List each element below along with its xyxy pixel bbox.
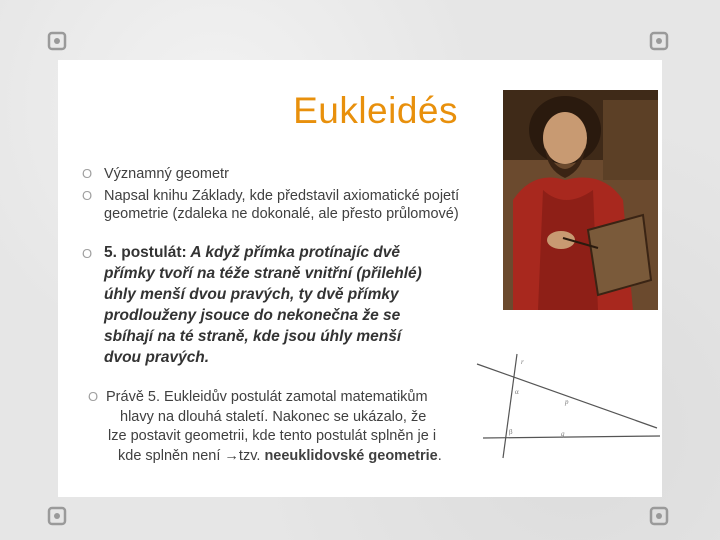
- bullet-text: Napsal knihu Základy, kde představil axiomatické pojetí geometrie (zdaleka ne dokonalé, ale přesto průlomové): [104, 188, 460, 222]
- postulate-line: sbíhají na té straně, kde jsou úhly menší: [104, 328, 402, 345]
- bullet-text: Významný geometr: [104, 166, 229, 182]
- diagram-line-upper: [477, 364, 657, 428]
- bullet-mark: O: [82, 166, 93, 181]
- postulate-line: A když přímka protínajíc dvě: [190, 244, 401, 261]
- euclid-portrait-image: [503, 90, 658, 310]
- postulate-text: [104, 242, 422, 368]
- diagram-label: r: [521, 358, 524, 366]
- postulate-lead: 5. postulát:: [104, 244, 187, 261]
- bullet-mark: O: [88, 389, 99, 404]
- diagram-transversal: [503, 354, 517, 458]
- key-term: neeuklidovské geometrie: [264, 447, 438, 464]
- postulate-line: přímky tvoří na téže straně vnitřní (přilehlé): [104, 265, 422, 282]
- closing-line: lze postavit geometrii, kde tento postulát splněn je i: [108, 428, 437, 444]
- diagram-line-lower: [483, 436, 660, 438]
- bullet-mark: O: [82, 188, 93, 203]
- pin-icon: [648, 30, 670, 52]
- pin-icon: [648, 505, 670, 527]
- diagram-label: β: [509, 428, 513, 436]
- bullet-mark: O: [82, 246, 93, 261]
- arrow-icon: →: [224, 447, 239, 464]
- pin-icon: [46, 505, 68, 527]
- closing-line: hlavy na dlouhá staletí. Nakonec se ukázalo, že: [120, 408, 427, 425]
- closing-text: [106, 388, 442, 466]
- diagram-label: α: [515, 388, 519, 396]
- parallel-postulate-diagram: [465, 352, 660, 460]
- pin-icon: [46, 30, 68, 52]
- postulate-line: úhly menší dvou pravých, ty dvě přímky: [104, 286, 399, 303]
- diagram-label: p: [565, 398, 569, 406]
- closing-line: kde splněn není →tzv. neeuklidovské geometrie.: [118, 447, 442, 464]
- postulate-line: prodlouženy jsouce do nekonečna že se: [104, 307, 401, 324]
- slide-title: Eukleidés: [293, 90, 458, 131]
- postulate-line: dvou pravých.: [104, 349, 210, 366]
- diagram-label: q: [561, 430, 565, 438]
- closing-line: Právě 5. Eukleidův postulát zamotal matematikům: [106, 389, 428, 405]
